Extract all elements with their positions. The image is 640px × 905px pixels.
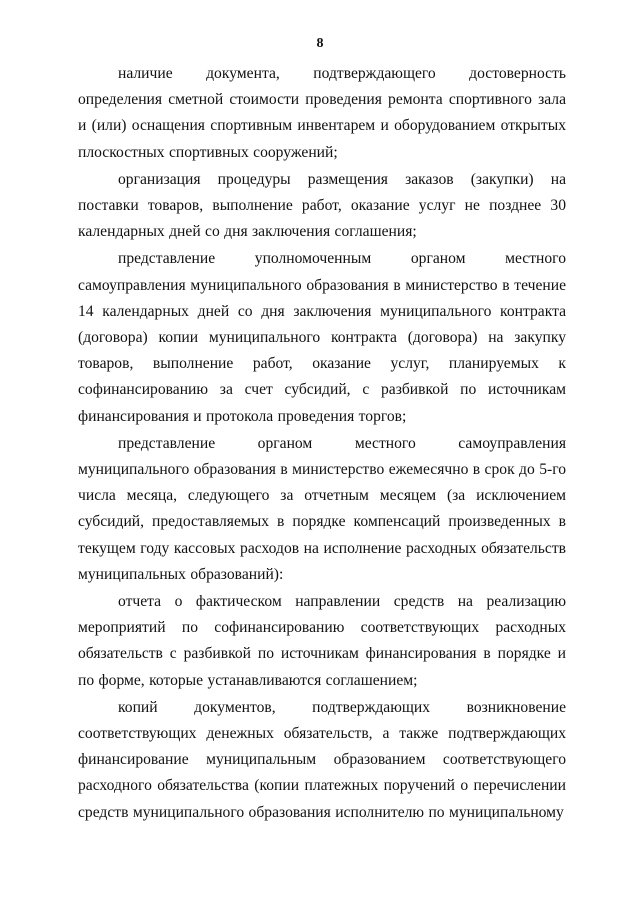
document-body — [78, 61, 566, 827]
paragraph-expenditure-report: отчета о фактическом направлении средств на реализацию мероприятий по софинансированию соответствующих расходных обязательств с разбивкой по источникам финансирования в порядке и по форме, которые устанавливаются соглашением; — [78, 593, 566, 689]
paragraph-monthly-submission: представление органом местного самоуправления муниципального образования в министерство ежемесячно в срок до 5-го числа месяца, следующего за отчетным месяцем (за исключением субсидий, предоставляемых в порядке компенсаций произведенных в текущем году кассовых расходов на исполнение расходных обязательств муниципальных образований): — [78, 434, 566, 583]
paragraph-document-copies: копий документов, подтверждающих возникновение соответствующих денежных обязательств, а также подтверждающих финансирование муниципальным образованием соответствующего расходного обязательства (копии платежных поручений о перечислении средств муниципального образования исполнителю по муниципальному — [78, 698, 566, 821]
paragraph-document-availability: наличие документа, подтверждающего достоверность определения сметной стоимости проведения ремонта спортивного зала и (или) оснащения спортивным инвентарем и оборудованием открытых плоскостных спортивных сооружений; — [78, 65, 566, 161]
paragraph-contract-submission: представление уполномоченным органом местного самоуправления муниципального образования в министерство в течение 14 календарных дней со дня заключения муниципального контракта (договора) копии муниципального контракта (договора) на закупку товаров, выполнение работ, оказание услуг, планируемых к софинансированию за счет субсидий, с разбивкой по источникам финансирования и протокола проведения торгов; — [78, 250, 566, 425]
page-number: 8 — [316, 36, 324, 51]
paragraph-procurement-procedure: организация процедуры размещения заказов (закупки) на поставки товаров, выполнение работ, оказание услуг не позднее 30 календарных дней со дня заключения соглашения; — [78, 170, 566, 241]
